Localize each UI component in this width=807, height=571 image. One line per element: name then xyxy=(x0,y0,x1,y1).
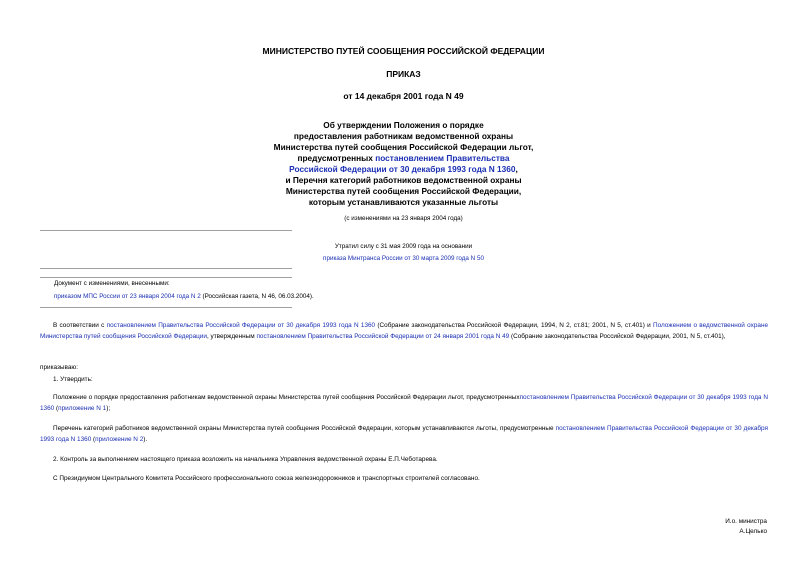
date-number-heading: от 14 декабря 2001 года N 49 xyxy=(343,91,464,101)
text: (Собрание законодательства Российской Федерации, 2001, N 5, ст.401), xyxy=(509,333,726,340)
text: ). xyxy=(143,436,148,443)
signature-name: А.Целько xyxy=(739,528,767,535)
approve-line: 1. Утвердить: xyxy=(53,376,93,383)
text: ); xyxy=(106,405,111,412)
title-line xyxy=(0,164,807,175)
ministry-heading: МИНИСТЕРСТВО ПУТЕЙ СООБЩЕНИЯ РОССИЙСКОЙ ФЕДЕРАЦИИ xyxy=(262,46,545,56)
title-text: , xyxy=(515,164,518,174)
control-clause: 2. Контроль за выполнением настоящего приказа возложить на начальника Управления ведомственной охраны Е.П.Чеботарева. xyxy=(53,456,438,463)
text: (Собрание законодательства Российской Федерации, 1994, N 2, ст.81; 2001, N 5, ст.401) и xyxy=(375,322,653,329)
item-regulation xyxy=(40,392,768,414)
signature-position: И.о. министра xyxy=(725,518,767,525)
title-text: предусмотренных xyxy=(297,153,376,163)
document-title xyxy=(0,120,807,208)
text: , утвержденным xyxy=(206,333,257,340)
title-line: Министерства путей сообщения Российской Федерации, xyxy=(285,186,522,196)
changes-line xyxy=(54,293,314,300)
title-line: которым устанавливаются указанные льготы xyxy=(308,197,499,207)
agreement-clause: С Президиумом Центрального Комитета Российского профессионального союза железнодорожников и транспортных строителей согласовано. xyxy=(53,475,480,482)
link-resolution-1360[interactable]: постановлением Правительства Российской Федерации от 30 декабря 1993 года N 1360 xyxy=(40,394,768,412)
text: Положение о порядке предоставления работникам ведомственной охраны Министерства путей сообщения Российской Федерации льгот, предусмотренных xyxy=(53,394,520,401)
divider xyxy=(40,268,292,269)
divider xyxy=(40,277,292,278)
text: ( xyxy=(54,405,59,412)
divider xyxy=(40,230,292,231)
preamble-paragraph xyxy=(40,320,768,342)
link-resolution-49[interactable]: постановлением Правительства Российской Федерации от 24 января 2001 года N 49 xyxy=(256,333,510,340)
title-line: и Перечня категорий работников ведомственной охраны xyxy=(285,175,522,185)
title-line: Министерства путей сообщения Российской Федерации льгот, xyxy=(273,142,534,152)
changes-intro: Документ с изменениями, внесенными: xyxy=(54,280,170,287)
repeal-link[interactable]: приказа Минтранса России от 30 марта 2009 года N 50 xyxy=(323,255,484,262)
changes-source: (Российская газета, N 46, 06.03.2004). xyxy=(200,293,314,300)
title-line: Об утверждении Положения о порядке xyxy=(323,120,484,130)
divider xyxy=(40,307,292,308)
amendments-note: (с изменениями на 23 января 2004 года) xyxy=(344,215,463,222)
repeal-note: Утратил силу с 31 мая 2009 года на основании xyxy=(334,243,473,250)
item-list xyxy=(40,423,768,445)
link-resolution-1360[interactable]: постановлением Правительства Российской Федерации от 30 декабря 1993 года N 1360 xyxy=(40,425,768,443)
link-regulation-guard[interactable]: Положением о ведомственной охране Министерства путей сообщения Российской Федерации xyxy=(40,322,769,340)
link-appendix-1[interactable]: приложение N 1 xyxy=(58,405,107,412)
title-link-resolution-date[interactable]: Российской Федерации от 30 декабря 1993 года N 1360 xyxy=(289,164,516,174)
text: В соответствии с xyxy=(53,322,107,329)
title-line: предоставления работникам ведомственной охраны xyxy=(293,131,514,141)
title-line xyxy=(0,153,807,164)
doc-type-heading: ПРИКАЗ xyxy=(386,69,421,79)
title-link-resolution[interactable]: постановлением Правительства xyxy=(375,153,510,163)
text: ( xyxy=(91,436,96,443)
changes-link[interactable]: приказом МПС России от 23 января 2004 года N 2 xyxy=(54,293,201,300)
orders-line: приказываю: xyxy=(40,364,78,371)
link-resolution-1360[interactable]: постановлением Правительства Российской Федерации от 30 декабря 1993 года N 1360 xyxy=(106,322,376,329)
link-appendix-2[interactable]: приложение N 2 xyxy=(95,436,144,443)
text: Перечень категорий работников ведомственной охраны Министерства путей сообщения Российской Федерации, которым устанавливаются льготы, предусмотренные xyxy=(53,425,556,432)
